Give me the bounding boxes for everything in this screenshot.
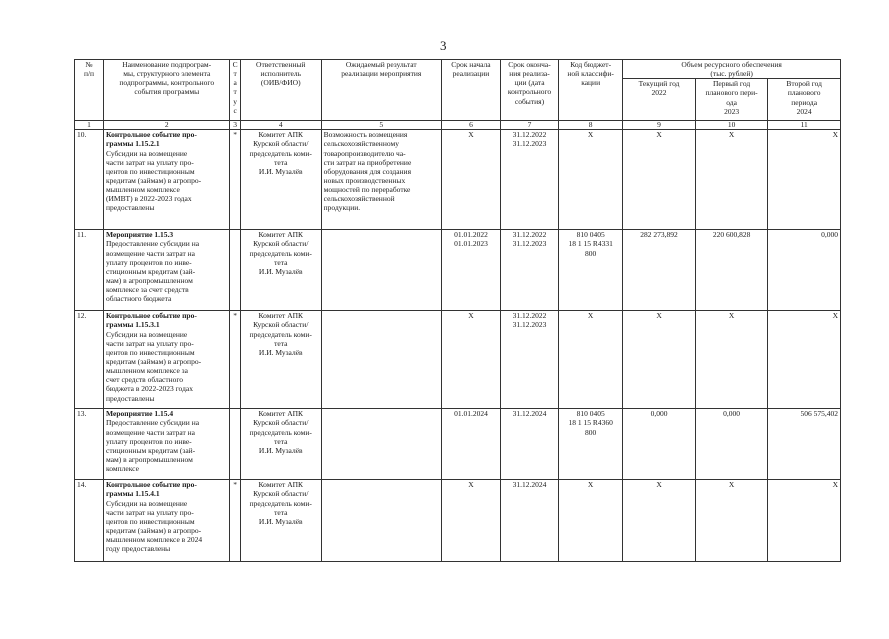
row-number: 14.: [75, 480, 104, 562]
row-result: [321, 311, 441, 409]
row-executor-line: И.И. Музалёв: [258, 347, 303, 357]
header-year-2024: [768, 79, 841, 121]
header-line: 2022: [651, 88, 667, 98]
row-executor-line: Комитет АПК: [258, 480, 304, 490]
row-start: [441, 311, 500, 409]
row-result: [321, 409, 441, 480]
header-line: Срок начала: [451, 60, 491, 69]
row-budget-line: 18 1 15 R4331: [568, 239, 613, 249]
row-end-line: 31.12.2023: [512, 320, 547, 330]
column-number: 10: [695, 121, 768, 130]
row-result-line: оборудования для создания: [323, 166, 412, 176]
row-result: [321, 130, 441, 230]
row-start: [441, 409, 500, 480]
row-budget-line: 810 0405: [576, 230, 605, 240]
row-text-line: Субсидии на возмещение: [106, 329, 188, 339]
row-status: *: [230, 311, 240, 409]
column-number: 3: [230, 121, 240, 130]
header-line: у: [233, 96, 238, 106]
header-line: подпрограммы, контрольного: [119, 78, 215, 88]
row-executor-line: Курской области/: [253, 320, 309, 330]
header-line: п/п: [83, 69, 95, 79]
row-text-line: уплату процентов по инве-: [106, 257, 192, 267]
header-year-2022: [623, 79, 696, 121]
row-result-line: сельскохозяйственному: [323, 139, 399, 149]
row-executor-line: тета: [274, 338, 288, 348]
row-text-line: Предоставление субсидии на: [106, 239, 200, 249]
column-number: 5: [321, 121, 441, 130]
row-text-line: Предоставление субсидии на: [106, 418, 200, 428]
column-number: 7: [500, 121, 558, 130]
header-line: Наименование подпрограм-: [122, 60, 212, 69]
row-text-line: уплату процентов по инве-: [106, 436, 192, 446]
row-end-line: 31.12.2022: [512, 311, 547, 321]
header-line: события): [514, 96, 545, 106]
header-resources: [623, 60, 841, 79]
row-value-2024: Х: [768, 130, 841, 230]
row-end: [500, 409, 558, 480]
row-title-line: граммы 1.15.2.1: [106, 139, 160, 149]
header-line: мы, структурного элемента: [123, 69, 211, 79]
row-result-line: продукции.: [323, 203, 361, 213]
row-number: 12.: [75, 311, 104, 409]
header-line: №: [85, 60, 93, 69]
row-text-line: счет средств областного: [106, 375, 184, 385]
table-row: [75, 480, 841, 562]
row-value-2022: Х: [623, 480, 696, 562]
row-executor-line: Курской области/: [253, 139, 309, 149]
row-start: [441, 230, 500, 311]
row-value-2023: 0,000: [695, 409, 768, 480]
row-text-line: центов по инвестиционным: [106, 516, 195, 526]
row-result-line: товаропроизводителю ча-: [323, 148, 406, 158]
header-line: ной классифи-: [567, 69, 614, 79]
row-start: [441, 480, 500, 562]
row-value-2024: 0,000: [768, 230, 841, 311]
row-text-line: мышленном комплексе: [106, 185, 180, 195]
row-executor: [240, 311, 321, 409]
row-start-line: Х: [468, 311, 474, 321]
row-end: [500, 311, 558, 409]
row-executor-line: Курской области/: [253, 239, 309, 249]
row-budget-line: 800: [585, 427, 597, 437]
header-line: исполнитель: [260, 69, 302, 79]
row-value-2024: 506 575,402: [768, 409, 841, 480]
row-executor: [240, 130, 321, 230]
row-text-line: стиционным кредитам (зай-: [106, 266, 196, 276]
table-row: [75, 230, 841, 311]
header-no: [75, 60, 104, 121]
row-budget: [559, 311, 623, 409]
row-executor-line: И.И. Музалёв: [258, 266, 303, 276]
row-text-line: мам) в агропромышленном: [106, 275, 193, 285]
row-executor-line: тета: [274, 507, 288, 517]
row-text-line: комплексе: [106, 464, 139, 474]
row-end: [500, 130, 558, 230]
header-year-2023: [695, 79, 768, 121]
column-number: 9: [623, 121, 696, 130]
row-text-line: центов по инвестиционным: [106, 166, 195, 176]
row-executor-line: председатель коми-: [249, 329, 312, 339]
row-start-line: 01.01.2022: [454, 230, 488, 240]
header-line: 2024: [796, 106, 812, 116]
column-number: 2: [104, 121, 230, 130]
row-executor: [240, 230, 321, 311]
header-budget: [559, 60, 623, 121]
row-text-line: кредитам (займам) в агропро-: [106, 356, 202, 366]
row-text-line: части затрат на уплату про-: [106, 507, 194, 517]
row-result-line: сельскохозяйственной: [323, 194, 395, 204]
row-name: [104, 480, 230, 562]
row-executor-line: тета: [274, 436, 288, 446]
header-line: Срок оконча-: [508, 60, 551, 69]
header-line: Объем ресурсного обеспечения: [681, 60, 782, 69]
row-text-line: году предоставлены: [106, 544, 171, 554]
row-budget: [559, 130, 623, 230]
row-text-line: предоставлены: [106, 393, 155, 403]
header-name: [104, 60, 230, 121]
row-result-line: Возможность возмещения: [323, 130, 408, 140]
row-name: [104, 311, 230, 409]
row-text-line: кредитам (займам) в агропро-: [106, 175, 202, 185]
row-title-line: граммы 1.15.3.1: [106, 320, 160, 330]
row-end-line: 31.12.2024: [512, 409, 547, 419]
header-line: с: [233, 105, 237, 115]
row-status: *: [230, 480, 240, 562]
header-line: реализации: [452, 69, 490, 79]
row-value-2022: Х: [623, 311, 696, 409]
row-start-line: 01.01.2024: [454, 409, 488, 419]
header-line: кации: [581, 78, 601, 88]
row-value-2022: 0,000: [623, 409, 696, 480]
row-text-line: части затрат на уплату про-: [106, 338, 194, 348]
header-line: реализации мероприятия: [341, 69, 422, 79]
column-number: 8: [559, 121, 623, 130]
row-end-line: 31.12.2024: [512, 480, 547, 490]
row-title-line: Контрольное событие про-: [106, 311, 197, 321]
row-end-line: 31.12.2022: [512, 230, 547, 240]
row-budget-line: Х: [587, 311, 594, 321]
row-value-2024: Х: [768, 480, 841, 562]
header-line: Первый год: [712, 79, 751, 89]
header-line: события программы: [134, 87, 200, 97]
row-result-line: новых производственных: [323, 175, 406, 185]
row-result: [321, 480, 441, 562]
header-line: 2023: [724, 106, 740, 116]
row-text-line: бюджета в 2022-2023 годах: [106, 384, 193, 394]
row-executor-line: тета: [274, 157, 288, 167]
row-executor-line: И.И. Музалёв: [258, 445, 303, 455]
header-result: [321, 60, 441, 121]
row-executor-line: И.И. Музалёв: [258, 166, 303, 176]
row-executor-line: И.И. Музалёв: [258, 516, 303, 526]
row-number: 11.: [75, 230, 104, 311]
program-table: [74, 59, 841, 562]
header-line: ния реализа-: [509, 69, 550, 79]
row-text-line: возмещение части затрат на: [106, 248, 195, 258]
row-start-line: Х: [468, 480, 474, 490]
row-text-line: возмещение части затрат на: [106, 427, 195, 437]
header-line: (ОИВ/ФИО): [260, 78, 301, 88]
header-line: Код бюджет-: [570, 60, 612, 69]
row-title-line: граммы 1.15.4.1: [106, 489, 160, 499]
header-line: т: [233, 69, 237, 79]
header-line: Текущий год: [638, 79, 680, 89]
table-row: [75, 130, 841, 230]
header-start: [441, 60, 500, 121]
row-budget-line: 800: [585, 248, 597, 258]
row-budget-line: Х: [587, 130, 594, 140]
row-value-2023: 220 600,828: [695, 230, 768, 311]
header-line: С: [232, 60, 238, 69]
column-number: 11: [768, 121, 841, 130]
header-line: т: [233, 87, 237, 97]
row-executor-line: Комитет АПК: [258, 130, 304, 140]
row-end-line: 31.12.2023: [512, 239, 547, 249]
column-number: 6: [441, 121, 500, 130]
row-number: 10.: [75, 130, 104, 230]
row-end-line: 31.12.2023: [512, 139, 547, 149]
row-result: [321, 230, 441, 311]
row-value-2023: Х: [695, 480, 768, 562]
row-text-line: (ИМВТ) в 2022-2023 годах: [106, 194, 192, 204]
header-line: Ответственный: [256, 60, 306, 69]
row-value-2023: Х: [695, 130, 768, 230]
row-text-line: части затрат на уплату про-: [106, 157, 194, 167]
row-value-2023: Х: [695, 311, 768, 409]
header-line: планового пери-: [705, 88, 758, 98]
row-executor-line: Комитет АПК: [258, 409, 304, 419]
row-executor-line: тета: [274, 257, 288, 267]
row-value-2024: Х: [768, 311, 841, 409]
row-budget: [559, 480, 623, 562]
row-text-line: предоставлены: [106, 203, 155, 213]
header-executor: [240, 60, 321, 121]
header-line: контрольного: [507, 87, 552, 97]
row-name: [104, 230, 230, 311]
row-executor-line: председатель коми-: [249, 498, 312, 508]
row-budget: [559, 409, 623, 480]
row-budget-line: 810 0405: [576, 409, 605, 419]
row-text-line: мышленном комплексе за: [106, 366, 188, 376]
row-executor-line: Комитет АПК: [258, 311, 304, 321]
row-executor: [240, 409, 321, 480]
column-number: 4: [240, 121, 321, 130]
row-start: [441, 130, 500, 230]
row-executor-line: Курской области/: [253, 489, 309, 499]
row-status: [230, 409, 240, 480]
row-value-2022: 282 273,892: [623, 230, 696, 311]
table-row: [75, 409, 841, 480]
row-result-line: сти затрат на приобретение: [323, 157, 412, 167]
header-line: а: [233, 78, 237, 88]
row-result-line: мощностей по переработке: [323, 185, 411, 195]
row-value-2022: Х: [623, 130, 696, 230]
header-end: [500, 60, 558, 121]
row-name: [104, 130, 230, 230]
row-end: [500, 480, 558, 562]
row-text-line: центов по инвестиционным: [106, 347, 195, 357]
page-number: 3: [440, 38, 447, 53]
row-start-line: 01.01.2023: [454, 239, 488, 249]
row-text-line: мышленном комплексе в 2024: [106, 535, 203, 545]
row-title-line: Контрольное событие про-: [106, 480, 197, 490]
column-number: 1: [75, 121, 104, 130]
row-executor-line: председатель коми-: [249, 427, 312, 437]
row-text-line: мам) в агропромышленном: [106, 454, 193, 464]
header-line: (тыс. рублей): [710, 69, 753, 79]
row-executor-line: председатель коми-: [249, 248, 312, 258]
row-text-line: кредитам (займам) в агропро-: [106, 525, 202, 535]
row-end: [500, 230, 558, 311]
table-row: [75, 311, 841, 409]
column-number-row: [75, 121, 841, 130]
header-line: Ожидаемый результат: [345, 60, 417, 69]
row-text-line: комплексе за счет средств: [106, 285, 189, 295]
header-line: ода: [726, 97, 737, 107]
row-text-line: Субсидии на возмещение: [106, 498, 188, 508]
row-text-line: Субсидии на возмещение: [106, 148, 188, 158]
row-start-line: Х: [468, 130, 474, 140]
header-line: периода: [791, 97, 818, 107]
row-executor-line: Курской области/: [253, 418, 309, 428]
row-budget-line: Х: [587, 480, 594, 490]
row-name: [104, 409, 230, 480]
row-executor-line: председатель коми-: [249, 148, 312, 158]
row-title-line: Мероприятие 1.15.3: [106, 230, 174, 240]
row-budget: [559, 230, 623, 311]
row-status: [230, 230, 240, 311]
row-text-line: стиционным кредитам (зай-: [106, 445, 196, 455]
row-title-line: Мероприятие 1.15.4: [106, 409, 174, 419]
row-number: 13.: [75, 409, 104, 480]
row-end-line: 31.12.2022: [512, 130, 547, 140]
row-status: *: [230, 130, 240, 230]
header-line: ции (дата: [514, 78, 545, 88]
row-text-line: областного бюджета: [106, 294, 172, 304]
header-line: планового: [787, 88, 821, 98]
header-line: Второй год: [786, 79, 822, 89]
row-title-line: Контрольное событие про-: [106, 130, 197, 140]
row-budget-line: 18 1 15 R4360: [568, 418, 613, 428]
row-executor: [240, 480, 321, 562]
header-status: [230, 60, 240, 121]
row-executor-line: Комитет АПК: [258, 230, 304, 240]
